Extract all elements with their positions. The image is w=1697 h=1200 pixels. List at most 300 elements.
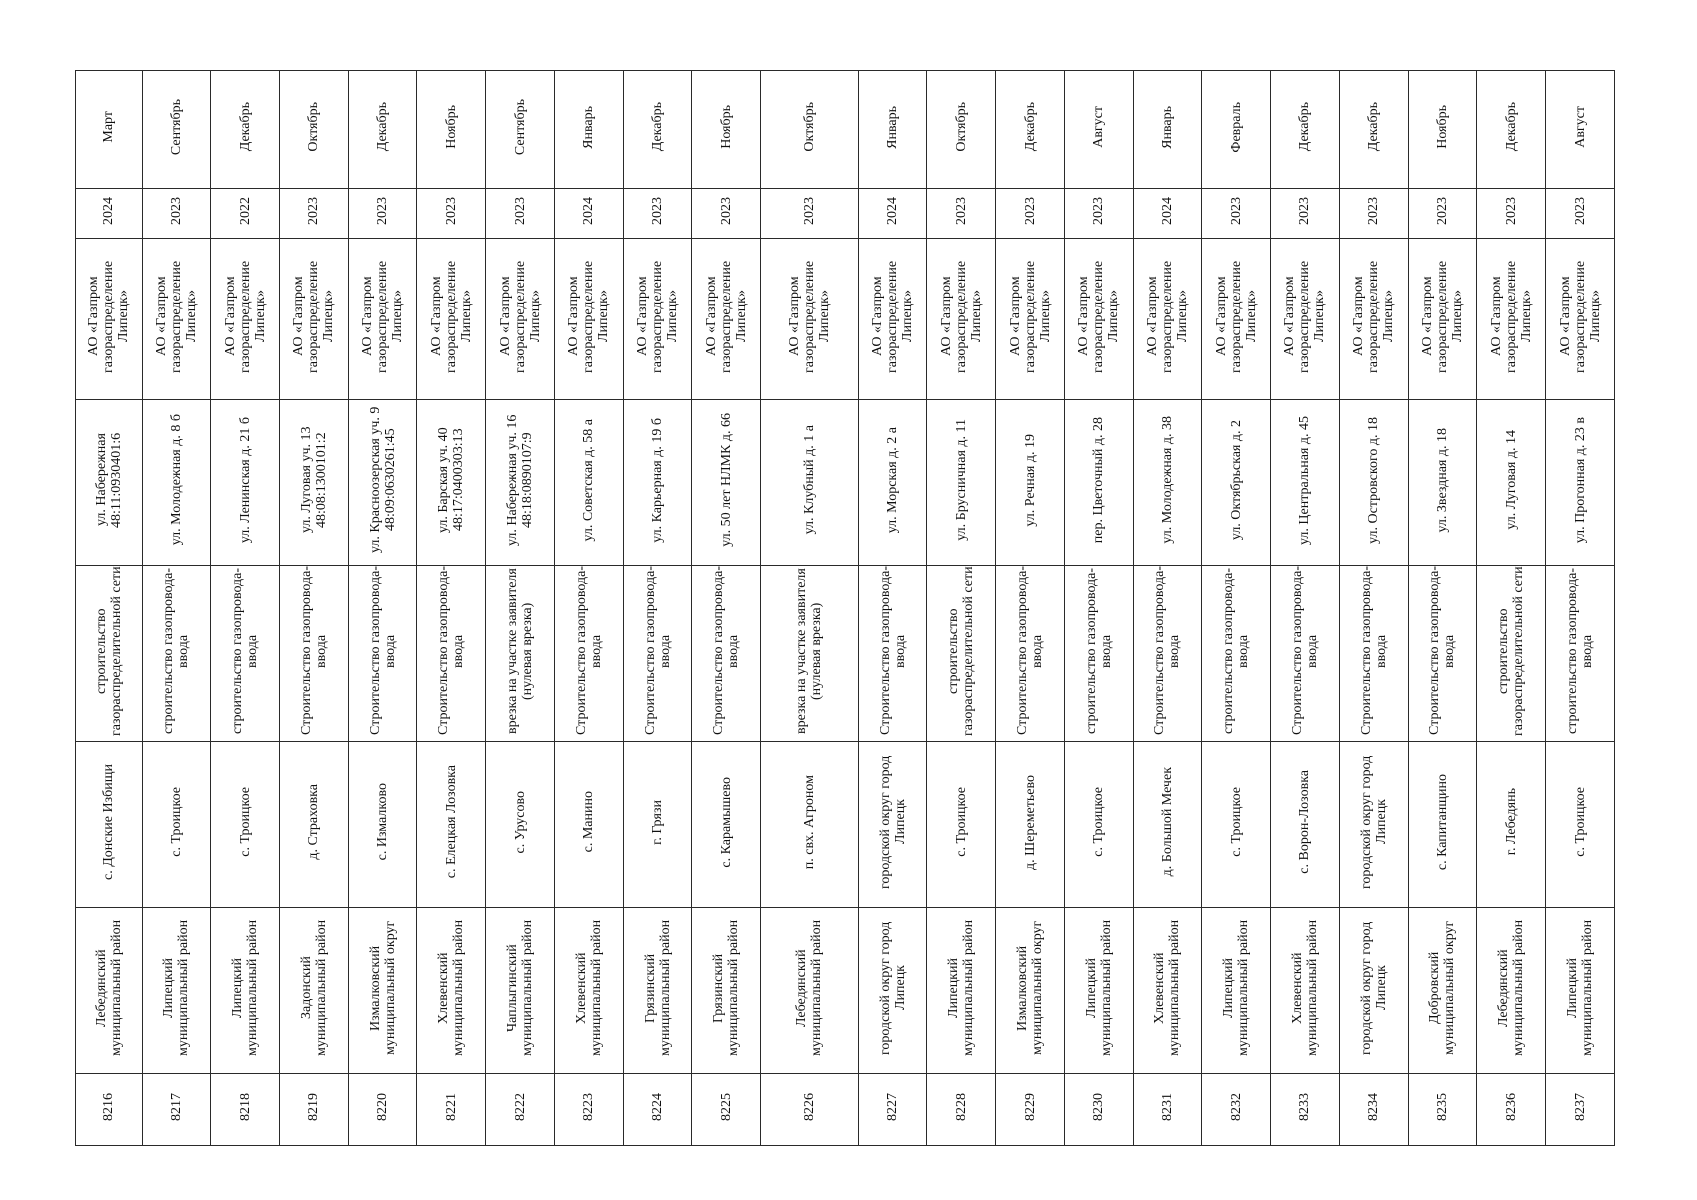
cell-year: [1064, 189, 1133, 239]
address-text: ул. Морская д. 2 а: [885, 426, 901, 534]
address-text: ул. Островского д. 18: [1366, 416, 1382, 544]
work-text: строительство газопровода-ввода: [161, 567, 192, 735]
cell-address: [1064, 400, 1133, 566]
cell-locality: [1477, 742, 1546, 908]
cell-num: [996, 1074, 1065, 1146]
cell-year: [623, 189, 692, 239]
year-text: 2023: [1572, 197, 1588, 225]
cell-district: [1133, 908, 1202, 1074]
cell-month: [1202, 71, 1271, 189]
cell-org: [1271, 239, 1340, 400]
cell-num: [927, 1074, 996, 1146]
cell-org: [1477, 239, 1546, 400]
cell-year: [417, 189, 486, 239]
cell-district: [858, 908, 927, 1074]
address-text: ул. 50 лет НЛМК д. 66: [718, 413, 734, 547]
cell-month: [417, 71, 486, 189]
district-text: Хлевенский муниципальный район: [1152, 919, 1183, 1057]
field-row-month: [76, 71, 1615, 189]
document-table: [75, 70, 1615, 1146]
cell-address: [623, 400, 692, 566]
cell-month: [1477, 71, 1546, 189]
work-text: Строительство газопровода-ввода: [573, 566, 604, 736]
year-text: 2023: [1228, 197, 1244, 225]
locality-text: д. Большой Мечек: [1159, 767, 1175, 877]
cell-district: [1271, 908, 1340, 1074]
cell-year: [1133, 189, 1202, 239]
month-text: Январь: [581, 105, 597, 149]
month-text: Декабрь: [237, 102, 253, 152]
cell-num: [623, 1074, 692, 1146]
cell-locality: [1133, 742, 1202, 908]
cell-district: [1339, 908, 1408, 1074]
year-text: 2023: [1091, 197, 1107, 225]
address-text: ул. Прогонная д. 23 в: [1572, 416, 1588, 544]
cell-address: [142, 400, 211, 566]
cell-org: [858, 239, 927, 400]
field-row-work-type: [76, 566, 1615, 742]
district-text: Липецкий муниципальный район: [946, 919, 977, 1057]
cell-locality: [1271, 742, 1340, 908]
address-text: ул. Луговая уч. 13 48:08:1300101:2: [298, 426, 329, 534]
cell-month: [348, 71, 417, 189]
org-text: АО «Газпром газораспределение Липецк»: [1419, 260, 1465, 373]
cell-work: [1339, 566, 1408, 742]
cell-org: [623, 239, 692, 400]
cell-work: [211, 566, 280, 742]
cell-org: [1408, 239, 1477, 400]
work-text: Строительство газопровода-ввода: [1152, 566, 1183, 736]
cell-num: [692, 1074, 761, 1146]
cell-work: [279, 566, 348, 742]
work-text: строительство газораспределительной сети: [946, 566, 977, 736]
cell-locality: [554, 742, 623, 908]
cell-work: [761, 566, 859, 742]
cell-district: [279, 908, 348, 1074]
month-text: Август: [1091, 106, 1107, 148]
locality-text: с. Измалково: [375, 783, 391, 861]
year-text: 2023: [718, 197, 734, 225]
address-text: ул. Клубный д. 1 а: [801, 425, 817, 535]
year-text: 2022: [237, 197, 253, 225]
cell-address: [486, 400, 555, 566]
address-text: ул. Луговая д. 14: [1503, 430, 1519, 530]
year-text: 2023: [1434, 197, 1450, 225]
cell-address: [996, 400, 1065, 566]
org-text: АО «Газпром газораспределение Липецк»: [153, 260, 199, 373]
cell-district: [348, 908, 417, 1074]
cell-district: [554, 908, 623, 1074]
cell-work: [417, 566, 486, 742]
cell-year: [554, 189, 623, 239]
month-text: Ноябрь: [1434, 105, 1450, 149]
num-text: 8219: [306, 1093, 322, 1121]
cell-org: [692, 239, 761, 400]
cell-work: [142, 566, 211, 742]
cell-locality: [623, 742, 692, 908]
num-text: 8236: [1503, 1093, 1519, 1121]
num-text: 8222: [512, 1093, 528, 1121]
cell-month: [858, 71, 927, 189]
month-text: Ноябрь: [443, 105, 459, 149]
field-row-district: [76, 908, 1615, 1074]
cell-org: [211, 239, 280, 400]
cell-year: [1477, 189, 1546, 239]
cell-district: [761, 908, 859, 1074]
num-text: 8226: [801, 1093, 817, 1121]
cell-num: [76, 1074, 143, 1146]
cell-work: [927, 566, 996, 742]
cell-address: [1271, 400, 1340, 566]
work-text: строительство газопровода-ввода: [1083, 567, 1114, 735]
cell-address: [554, 400, 623, 566]
locality-text: д. Страховка: [306, 784, 322, 860]
cell-num: [1546, 1074, 1615, 1146]
locality-text: г. Грязи: [650, 799, 666, 845]
address-text: ул. Карьерная д. 19 б: [650, 417, 666, 543]
cell-work: [1408, 566, 1477, 742]
year-text: 2024: [885, 197, 901, 225]
num-text: 8221: [443, 1093, 459, 1121]
district-text: Грязинский муниципальный район: [711, 919, 742, 1057]
district-text: Добровский муниципальный округ: [1427, 920, 1458, 1056]
month-text: Сентябрь: [168, 98, 184, 156]
month-text: Октябрь: [306, 102, 322, 152]
cell-address: [858, 400, 927, 566]
month-text: Январь: [1159, 105, 1175, 149]
cell-num: [348, 1074, 417, 1146]
cell-year: [142, 189, 211, 239]
num-text: 8228: [953, 1093, 969, 1121]
org-text: АО «Газпром газораспределение Липецк»: [497, 260, 543, 373]
num-text: 8223: [581, 1093, 597, 1121]
year-text: 2023: [801, 197, 817, 225]
num-text: 8230: [1091, 1093, 1107, 1121]
cell-locality: [1202, 742, 1271, 908]
cell-locality: [348, 742, 417, 908]
cell-address: [927, 400, 996, 566]
cell-district: [1477, 908, 1546, 1074]
district-text: Измалковский муниципальный округ: [367, 920, 398, 1056]
work-text: Строительство газопровода-ввода: [877, 566, 908, 736]
address-text: ул. Центральная д. 45: [1297, 415, 1313, 545]
cell-district: [927, 908, 996, 1074]
cell-month: [761, 71, 859, 189]
cell-locality: [927, 742, 996, 908]
num-text: 8227: [885, 1093, 901, 1121]
work-text: Строительство газопровода-ввода: [298, 566, 329, 736]
cell-work: [996, 566, 1065, 742]
month-text: Декабрь: [375, 102, 391, 152]
district-text: городской округ город Липецк: [1358, 921, 1389, 1055]
cell-locality: [1064, 742, 1133, 908]
cell-work: [348, 566, 417, 742]
cell-num: [858, 1074, 927, 1146]
num-text: 8217: [168, 1093, 184, 1121]
locality-text: городской округ город Липецк: [1358, 755, 1389, 889]
org-text: АО «Газпром газораспределение Липецк»: [938, 260, 984, 373]
year-text: 2023: [375, 197, 391, 225]
org-text: АО «Газпром газораспределение Липецк»: [1488, 260, 1534, 373]
org-text: АО «Газпром газораспределение Липецк»: [566, 260, 612, 373]
cell-num: [554, 1074, 623, 1146]
cell-district: [623, 908, 692, 1074]
cell-work: [623, 566, 692, 742]
cell-locality: [279, 742, 348, 908]
locality-text: с. Карамышево: [718, 776, 734, 868]
work-text: Строительство газопровода-ввода: [1427, 566, 1458, 736]
field-row-locality: [76, 742, 1615, 908]
month-text: Январь: [885, 105, 901, 149]
district-text: Измалковский муниципальный округ: [1015, 920, 1046, 1056]
cell-year: [1202, 189, 1271, 239]
month-text: Декабрь: [1503, 102, 1519, 152]
cell-district: [417, 908, 486, 1074]
work-text: строительство газопровода-ввода: [1221, 567, 1252, 735]
cell-work: [1546, 566, 1615, 742]
district-text: Хлевенский муниципальный район: [436, 919, 467, 1057]
locality-text: с. Капитанщино: [1434, 773, 1450, 871]
cell-num: [211, 1074, 280, 1146]
num-text: 8237: [1572, 1093, 1588, 1121]
locality-text: г. Лебедянь: [1503, 788, 1519, 856]
year-text: 2023: [168, 197, 184, 225]
cell-locality: [1546, 742, 1615, 908]
cell-num: [279, 1074, 348, 1146]
cell-district: [1064, 908, 1133, 1074]
cell-org: [554, 239, 623, 400]
year-text: 2023: [1022, 197, 1038, 225]
work-text: строительство газопровода-ввода: [230, 567, 261, 735]
cell-org: [761, 239, 859, 400]
work-text: Строительство газопровода-ввода: [1015, 566, 1046, 736]
cell-address: [348, 400, 417, 566]
cell-work: [1202, 566, 1271, 742]
cell-num: [1133, 1074, 1202, 1146]
month-text: Октябрь: [801, 102, 817, 152]
cell-address: [417, 400, 486, 566]
cell-year: [279, 189, 348, 239]
cell-month: [1271, 71, 1340, 189]
month-text: Февраль: [1228, 101, 1244, 153]
locality-text: с. Донские Избищи: [101, 763, 117, 880]
cell-address: [761, 400, 859, 566]
cell-locality: [417, 742, 486, 908]
month-text: Август: [1572, 106, 1588, 148]
year-text: 2023: [1366, 197, 1382, 225]
num-text: 8232: [1228, 1093, 1244, 1121]
org-text: АО «Газпром газораспределение Липецк»: [360, 260, 406, 373]
cell-month: [1064, 71, 1133, 189]
num-text: 8231: [1159, 1093, 1175, 1121]
cell-locality: [211, 742, 280, 908]
district-text: Задонский муниципальный район: [298, 919, 329, 1057]
work-text: Строительство газопровода-ввода: [1289, 566, 1320, 736]
year-text: 2023: [1297, 197, 1313, 225]
cell-num: [1271, 1074, 1340, 1146]
locality-text: д. Шереметьево: [1022, 774, 1038, 870]
cell-district: [996, 908, 1065, 1074]
cell-district: [1202, 908, 1271, 1074]
cell-month: [1546, 71, 1615, 189]
cell-locality: [76, 742, 143, 908]
locality-text: с. Троицкое: [1228, 787, 1244, 857]
cell-num: [142, 1074, 211, 1146]
cell-year: [858, 189, 927, 239]
address-text: ул. Барская уч. 40 48:17:0400303:13: [436, 427, 467, 533]
cell-org: [1064, 239, 1133, 400]
cell-month: [76, 71, 143, 189]
cell-num: [1202, 1074, 1271, 1146]
cell-month: [623, 71, 692, 189]
cell-month: [279, 71, 348, 189]
year-text: 2023: [1503, 197, 1519, 225]
cell-org: [1339, 239, 1408, 400]
cell-address: [1339, 400, 1408, 566]
cell-work: [554, 566, 623, 742]
year-text: 2023: [512, 197, 528, 225]
cell-year: [692, 189, 761, 239]
cell-address: [1477, 400, 1546, 566]
cell-num: [761, 1074, 859, 1146]
cell-district: [211, 908, 280, 1074]
locality-text: с. Манино: [581, 791, 597, 853]
field-row-year: [76, 189, 1615, 239]
cell-year: [211, 189, 280, 239]
cell-district: [76, 908, 143, 1074]
address-text: ул. Речная д. 19: [1022, 433, 1038, 527]
org-text: АО «Газпром газораспределение Липецк»: [291, 260, 337, 373]
cell-work: [692, 566, 761, 742]
cell-address: [1408, 400, 1477, 566]
month-text: Октябрь: [953, 102, 969, 152]
org-text: АО «Газпром газораспределение Липецк»: [1076, 260, 1122, 373]
address-text: ул. Красноозерская уч. 9 48:09:0630261:45: [367, 406, 398, 554]
address-text: ул. Набережная уч. 16 48:18:0890107:9: [505, 414, 536, 546]
cell-year: [761, 189, 859, 239]
locality-text: с. Троицкое: [953, 787, 969, 857]
cell-org: [76, 239, 143, 400]
cell-year: [927, 189, 996, 239]
month-text: Декабрь: [1366, 102, 1382, 152]
locality-text: с. Урусово: [512, 790, 528, 854]
cell-org: [1133, 239, 1202, 400]
cell-locality: [486, 742, 555, 908]
cell-locality: [761, 742, 859, 908]
district-text: Липецкий муниципальный район: [230, 919, 261, 1057]
org-text: АО «Газпром газораспределение Липецк»: [1144, 260, 1190, 373]
cell-work: [858, 566, 927, 742]
cell-month: [211, 71, 280, 189]
cell-locality: [858, 742, 927, 908]
month-text: Сентябрь: [512, 98, 528, 156]
district-text: Липецкий муниципальный район: [1083, 919, 1114, 1057]
field-row-organization: [76, 239, 1615, 400]
cell-address: [279, 400, 348, 566]
num-text: 8234: [1366, 1093, 1382, 1121]
cell-locality: [142, 742, 211, 908]
locality-text: с. Троицкое: [237, 787, 253, 857]
cell-org: [279, 239, 348, 400]
work-text: Строительство газопровода-ввода: [367, 566, 398, 736]
work-text: строительство газораспределительной сети: [93, 566, 124, 736]
org-text: АО «Газпром газораспределение Липецк»: [1282, 260, 1328, 373]
cell-year: [1546, 189, 1615, 239]
num-text: 8218: [237, 1093, 253, 1121]
month-text: Ноябрь: [718, 105, 734, 149]
cell-org: [996, 239, 1065, 400]
year-text: 2023: [650, 197, 666, 225]
cell-num: [1064, 1074, 1133, 1146]
cell-month: [996, 71, 1065, 189]
district-text: Лебедянский муниципальный район: [93, 919, 124, 1057]
district-text: Чаплыгинский муниципальный район: [505, 919, 536, 1057]
cell-address: [1202, 400, 1271, 566]
cell-year: [348, 189, 417, 239]
num-text: 8225: [718, 1093, 734, 1121]
work-text: врезка на участке заявителя (нулевая врезка): [794, 568, 825, 734]
locality-text: с. Троицкое: [168, 787, 184, 857]
org-text: АО «Газпром газораспределение Липецк»: [703, 260, 749, 373]
cell-work: [486, 566, 555, 742]
work-text: врезка на участке заявителя (нулевая врезка): [505, 568, 536, 734]
cell-year: [1339, 189, 1408, 239]
work-text: строительство газопровода-ввода: [1565, 567, 1596, 735]
cell-address: [211, 400, 280, 566]
cell-num: [417, 1074, 486, 1146]
address-text: пер. Цветочный д. 28: [1091, 416, 1107, 544]
cell-month: [692, 71, 761, 189]
locality-text: с. Елецкая Лозовка: [443, 765, 459, 879]
cell-month: [1339, 71, 1408, 189]
locality-text: с. Троицкое: [1572, 787, 1588, 857]
cell-district: [1546, 908, 1615, 1074]
org-text: АО «Газпром газораспределение Липецк»: [786, 260, 832, 373]
org-text: АО «Газпром газораспределение Липецк»: [222, 260, 268, 373]
cell-year: [1408, 189, 1477, 239]
month-text: Декабрь: [650, 102, 666, 152]
cell-work: [1271, 566, 1340, 742]
work-text: строительство газораспределительной сети: [1496, 566, 1527, 736]
cell-org: [1546, 239, 1615, 400]
district-text: Лебедянский муниципальный район: [1496, 919, 1527, 1057]
address-text: ул. Брусничная д. 11: [953, 419, 969, 541]
cell-district: [486, 908, 555, 1074]
district-text: Лебедянский муниципальный район: [794, 919, 825, 1057]
district-text: Хлевенский муниципальный район: [1289, 919, 1320, 1057]
cell-address: [76, 400, 143, 566]
cell-org: [417, 239, 486, 400]
field-row-number: [76, 1074, 1615, 1146]
cell-address: [692, 400, 761, 566]
org-text: АО «Газпром газораспределение Липецк»: [635, 260, 681, 373]
field-row-address: [76, 400, 1615, 566]
district-text: Липецкий муниципальный район: [1565, 919, 1596, 1057]
org-text: АО «Газпром газораспределение Липецк»: [1351, 260, 1397, 373]
address-text: ул. Молодежная д. 38: [1159, 416, 1175, 544]
cell-year: [76, 189, 143, 239]
org-text: АО «Газпром газораспределение Липецк»: [870, 260, 916, 373]
year-text: 2024: [101, 197, 117, 225]
cell-work: [1477, 566, 1546, 742]
num-text: 8224: [650, 1093, 666, 1121]
address-text: ул. Набережная 48:11:0930401:6: [93, 432, 124, 528]
district-text: Липецкий муниципальный район: [1221, 919, 1252, 1057]
locality-text: с. Троицкое: [1091, 787, 1107, 857]
address-text: ул. Молодежная д. 8 б: [168, 414, 184, 546]
cell-org: [1202, 239, 1271, 400]
org-text: АО «Газпром газораспределение Липецк»: [428, 260, 474, 373]
